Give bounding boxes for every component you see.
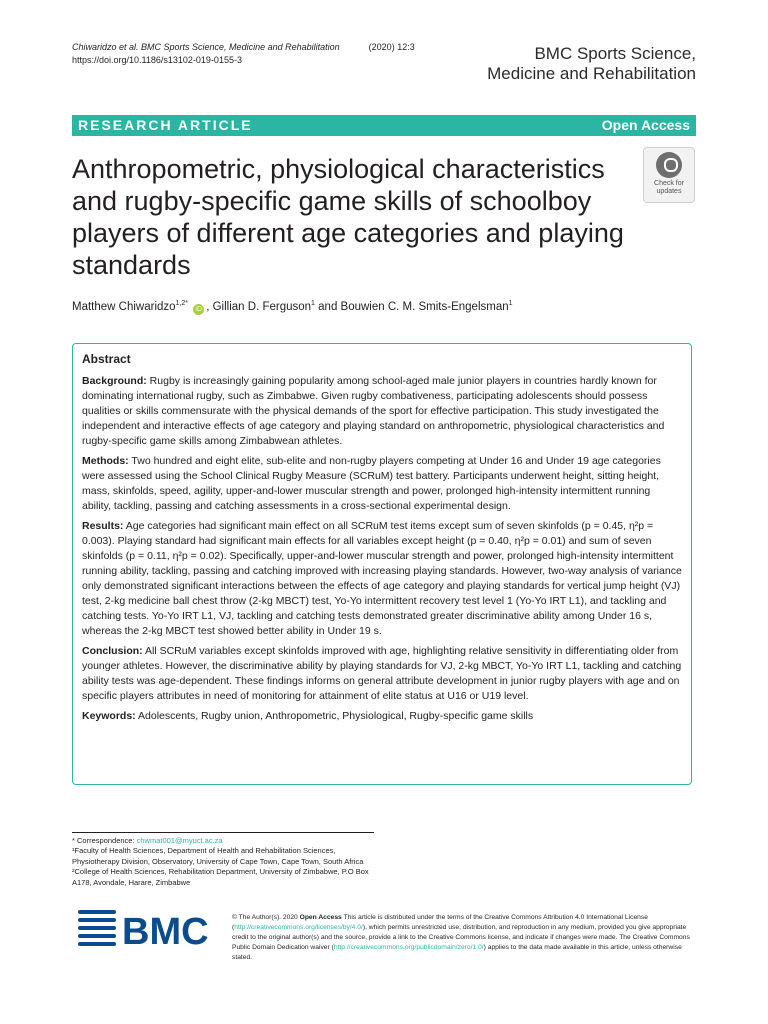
- footnote-divider: [72, 832, 374, 833]
- footnotes: [72, 836, 374, 888]
- check-for-updates-button[interactable]: [643, 147, 695, 203]
- abstract-conclusion: [82, 644, 682, 704]
- methods-text: Two hundred and eight elite, sub-elite and non-rugby players competing at Under 16 and Under 19 age categories were assessed using the School Clinical Rugby Measure (SCRuM) test battery. Participants underwent height, sitting height, mass, skinfolds, speed, agility, upper-and-lower muscular strength and power, prolonged high-intensity intermittent running ability, tackling, passing and catching assessments in a cross-sectional experimental design.: [82, 455, 661, 512]
- conclusion-label: Conclusion:: [82, 645, 143, 657]
- abstract-results: [82, 519, 682, 639]
- license-text: [232, 913, 692, 963]
- doi-link[interactable]: https://doi.org/10.1186/s13102-019-0155-3: [72, 55, 242, 65]
- license-part-1: This article is distributed under the terms of the Creative Commons Attribution 4.0 International License (: [232, 914, 648, 931]
- article-type-label: RESEARCH ARTICLE: [78, 117, 253, 133]
- affiliation-2: ²College of Health Sciences, Rehabilitation Department, University of Zimbabwe, P.O Box A178, Avondale, Harare, Zimbabwe: [72, 867, 369, 887]
- author-2-affiliation: 1: [311, 300, 315, 307]
- orcid-icon[interactable]: iD: [193, 304, 204, 315]
- license-part-3: ) applies to the data made available in this article, unless otherwise stated.: [232, 944, 682, 961]
- journal-name-line1: BMC Sports Science,: [534, 44, 696, 63]
- correspondence-email-link[interactable]: chwmat001@myuct.ac.za: [136, 836, 223, 845]
- correspondence-label: * Correspondence:: [72, 836, 137, 845]
- author-2[interactable]: , Gillian D. Ferguson: [206, 300, 312, 313]
- license-link-zero[interactable]: http://creativecommons.org/publicdomain/zero/1.0/: [333, 944, 484, 951]
- citation-line: [72, 42, 415, 52]
- background-label: Background:: [82, 375, 147, 387]
- license-link-by[interactable]: http://creativecommons.org/licenses/by/4.0/: [234, 924, 363, 931]
- abstract-background: [82, 374, 682, 449]
- author-3-affiliation: 1: [508, 300, 513, 307]
- results-label: Results:: [82, 520, 124, 532]
- license-part-2: ), which permits unrestricted use, distribution, and reproduction in any medium, provided you give appropriate credit to the original author(s) and the source, provide a link to the Creative Commons license, and indicate if changes were made. The Creative Commons Public Domain Dedication waiver (: [232, 924, 690, 951]
- license-copyright: © The Author(s). 2020: [232, 914, 300, 921]
- crossmark-icon: [656, 152, 682, 178]
- abstract-box: [72, 343, 692, 785]
- citation-text: Chiwaridzo et al. BMC Sports Science, Medicine and Rehabilitation: [72, 42, 340, 52]
- article-title: Anthropometric, physiological characteristics and rugby-specific game skills of schoolboy players of different age categories and playing standards: [72, 154, 624, 280]
- conclusion-text: All SCRuM variables except skinfolds improved with age, highlighting relative sensitivity in differentiating older from younger athletes. However, the discriminative ability by playing standards for VJ, 2-kg MBCT, Yo-Yo IRT L1, tackling and catching ability tests was age-dependent. These findings informs on general attribute development in junior rugby players with age and on specific players attributes in need of monitoring for attainment of elite status at U16 or U19 level.: [82, 645, 682, 702]
- background-text: Rugby is increasingly gaining popularity among school-aged male junior players in countries hardly known for dominating international rugby, such as Zimbabwe. Given rugby combativeness, participating adolescents should possess qualities or skills commensurate with the physical demands of the sport for effective participation. This study investigated the independent and interactive effects of age category and playing standard on anthropometric, physiological characteristics and rugby-specific game skills among Zimbabwean athletes.: [82, 375, 665, 447]
- results-text: Age categories had significant main effect on all SCRuM test items except sum of seven skinfolds (p = 0.45, η²p = 0.003). Playing standard had significant main effects for all variables except height (p = 0.40, η²p = 0.01) and sum of seven skinfolds (p = 0.11, η²p = 0.02). Specifically, upper-and-lower muscular strength and power, prolonged high-intensity intermittent running ability, tackling, passing and catching improved with increasing playing standards. However, two-way analysis of variance only demonstrated significant interactions between the effects of age category and playing standards for vertical jump height (VJ) test, 2-kg medicine ball chest throw (2-kg MBCT) test, Yo-Yo intermittent recovery test level 1 (Yo-Yo IRT L1), and tackling and catching tests. Yo-Yo IRT L1, VJ, tackling and catching tests demonstrated greater discriminative ability among Under 16 s, whereas the 2-kg MBCT test showed better ability in Under 19 s.: [82, 520, 682, 637]
- journal-name: [487, 44, 696, 84]
- article-type-banner: [72, 115, 696, 136]
- author-list: [72, 300, 513, 315]
- license-open-access: Open Access: [299, 914, 342, 921]
- affiliation-1: ¹Faculty of Health Sciences, Department of Health and Rehabilitation Sciences, Physiotherapy Division, Observatory, University of Cape Town, Cape Town, South Africa: [72, 846, 364, 866]
- citation-year: (2020) 12:3: [368, 42, 415, 52]
- open-access-label: Open Access: [601, 117, 690, 133]
- keywords-label: Keywords:: [82, 710, 136, 722]
- check-for-updates-line1: Check for: [654, 180, 684, 187]
- abstract-heading: Abstract: [82, 352, 131, 366]
- journal-name-line2: Medicine and Rehabilitation: [487, 64, 696, 83]
- bmc-logo: [78, 908, 218, 950]
- author-1[interactable]: Matthew Chiwaridzo: [72, 300, 176, 313]
- abstract-methods: [82, 454, 682, 514]
- author-3[interactable]: and Bouwien C. M. Smits-Engelsman: [314, 300, 509, 313]
- author-1-affiliation: 1,2*: [175, 300, 189, 307]
- check-for-updates-line2: updates: [656, 188, 682, 195]
- correspondence: [72, 836, 374, 846]
- keywords-text: Adolescents, Rugby union, Anthropometric, Physiological, Rugby-specific game skills: [135, 710, 534, 722]
- bmc-logo-text: BMC: [122, 911, 209, 950]
- methods-label: Methods:: [82, 455, 129, 467]
- abstract-keywords: [82, 709, 682, 724]
